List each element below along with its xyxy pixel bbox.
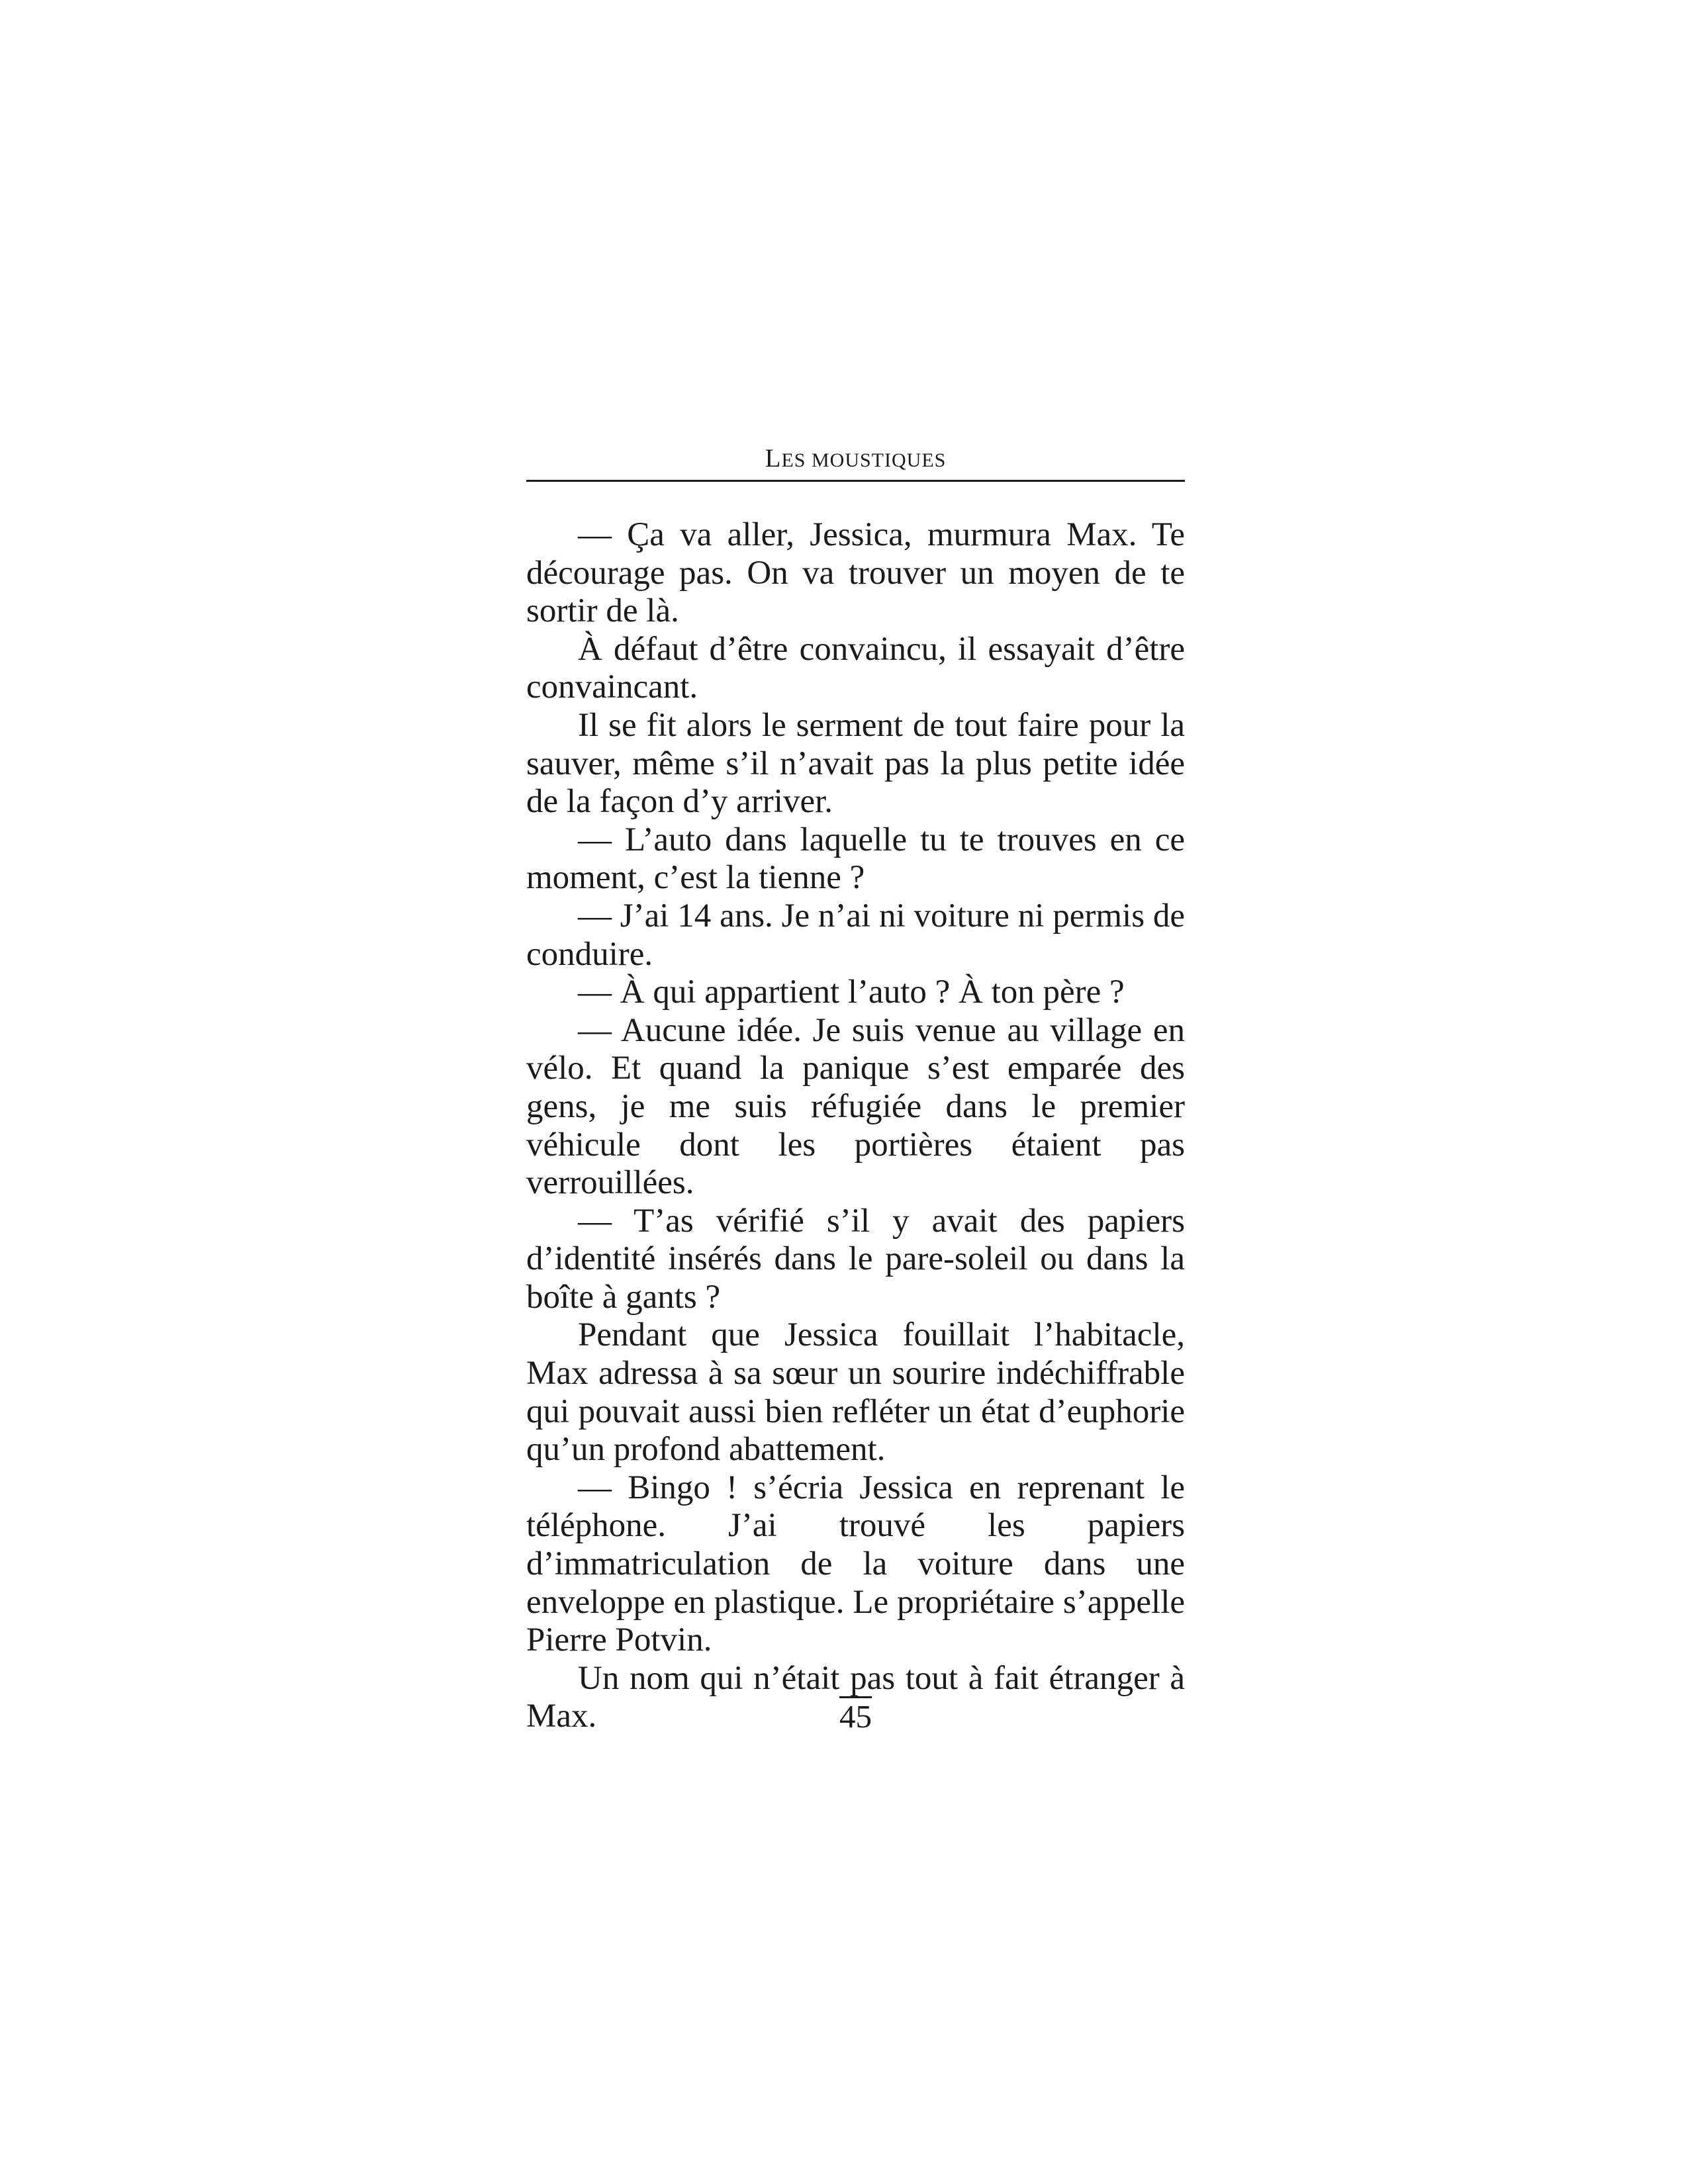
running-head-initial: L bbox=[765, 444, 782, 473]
paragraph: Pendant que Jessica fouillait l’habitacle, Max adressa à sa sœur un sourire indéchiffrable qui pouvait aussi bien refléter un état d’euphorie qu’un profond abattement. bbox=[526, 1316, 1185, 1469]
paragraph: — T’as vérifié s’il y avait des papiers d’identité insérés dans le pare-soleil ou dans la boîte à gants ? bbox=[526, 1202, 1185, 1316]
running-head-rest: ES MOUSTIQUES bbox=[781, 449, 947, 471]
paragraph: — Bingo ! s’écria Jessica en reprenant le téléphone. J’ai trouvé les papiers d’immatriculation de la voiture dans une enveloppe en plastique. Le propriétaire s’appelle Pierre Potvin. bbox=[526, 1469, 1185, 1659]
paragraph: — Ça va aller, Jessica, murmura Max. Te décourage pas. On va trouver un moyen de te sortir de là. bbox=[526, 516, 1185, 630]
paragraph: Un nom qui n’était pas tout à fait étranger à Max. bbox=[526, 1659, 1185, 1735]
page-number-text: 45 bbox=[839, 1696, 872, 1733]
paragraph: — L’auto dans laquelle tu te trouves en ce moment, c’est la tienne ? bbox=[526, 821, 1185, 897]
page-block bbox=[526, 443, 1185, 1736]
body-text bbox=[526, 516, 1185, 1736]
running-head bbox=[526, 443, 1185, 474]
paragraph: — J’ai 14 ans. Je n’ai ni voiture ni permis de conduire. bbox=[526, 897, 1185, 973]
paragraph: — À qui appartient l’auto ? À ton père ? bbox=[578, 974, 1125, 1011]
page-number bbox=[526, 1696, 1185, 1735]
paragraph: À défaut d’être convaincu, il essayait d’être convaincant. bbox=[526, 630, 1185, 706]
header-rule bbox=[526, 480, 1185, 482]
paragraph: Il se fit alors le serment de tout faire pour la sauver, même s’il n’avait pas la plus petite idée de la façon d’y arriver. bbox=[526, 706, 1185, 821]
paragraph: — Aucune idée. Je suis venue au village en vélo. Et quand la panique s’est emparée des gens, je me suis réfugiée dans le premier véhicule dont les portières étaient pas verrouillées. bbox=[526, 1011, 1185, 1202]
